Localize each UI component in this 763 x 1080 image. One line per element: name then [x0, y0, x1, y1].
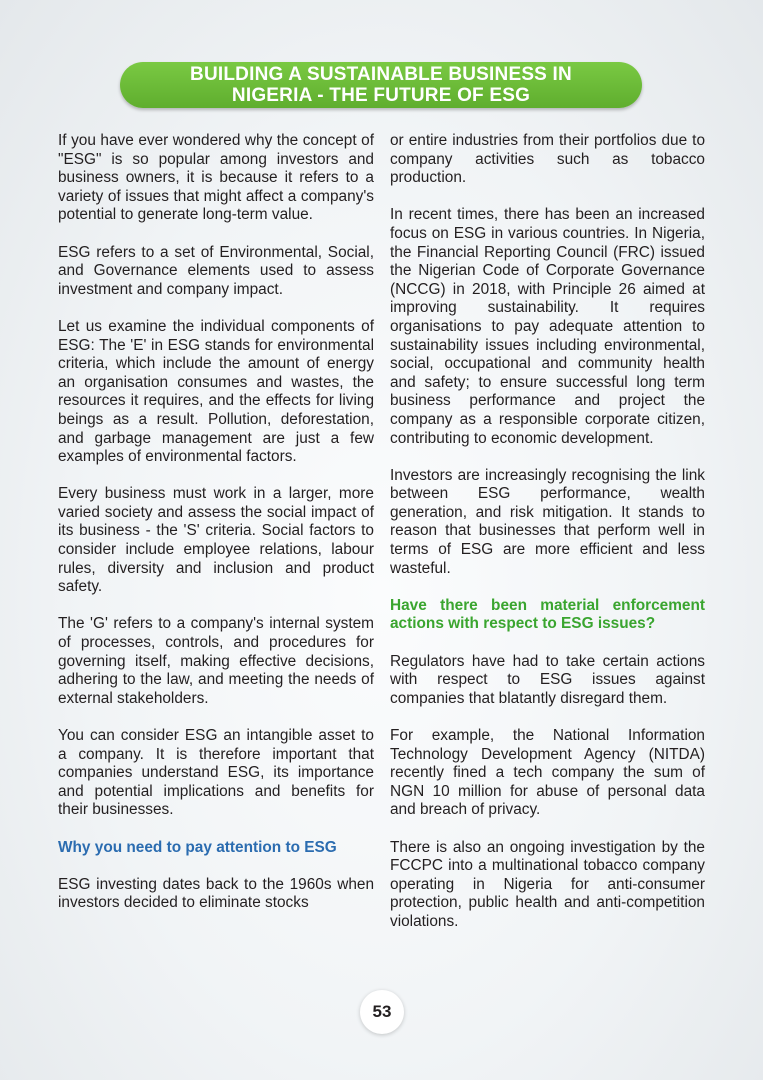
right-paragraph-6: There is also an ongoing investigation by the FCCPC into a multinational tobacco company operating in Nigeria for anti-consumer protection, public health and anti-competition violations.: [390, 838, 705, 930]
right-paragraph-1: or entire industries from their portfolios due to company activities such as tobacco production.: [390, 132, 705, 187]
right-section-heading: Have there been material enforcement actions with respect to ESG issues?: [390, 596, 705, 633]
left-paragraph-4: Every business must work in a larger, more varied society and assess the social impact of its business - the 'S' criteria. Social factors to consider include employee relations, labour rules, diversity and inclusion and product safety.: [58, 485, 374, 596]
left-paragraph-5: The 'G' refers to a company's internal system of processes, controls, and procedures for governing itself, making effective decisions, adhering to the law, and meeting the needs of external stakeholders.: [58, 615, 374, 707]
left-paragraph-6: You can consider ESG an intangible asset to a company. It is therefore important that companies understand ESG, its importance and potential implications and benefits for their businesses.: [58, 727, 374, 819]
right-column: [390, 132, 705, 950]
right-paragraph-2: In recent times, there has been an increased focus on ESG in various countries. In Nigeria, the Financial Reporting Council (FRC) issued the Nigerian Code of Corporate Governance (NCCG) in 2018, with Principle 26 aimed at improving sustainability. It requires organisations to pay adequate attention to sustainability issues including environmental, social, occupational and community health and safety; to ensure successful long term business performance and project the company as a responsible corporate citizen, contributing to economic development.: [390, 206, 705, 447]
left-column: [58, 132, 374, 932]
right-paragraph-3: Investors are increasingly recognising the link between ESG performance, wealth generation, and risk mitigation. It stands to reason that businesses that perform well in terms of ESG are more efficient and less wasteful.: [390, 466, 705, 577]
title-line-2: NIGERIA - THE FUTURE OF ESG: [231, 85, 531, 106]
left-paragraph-2: ESG refers to a set of Environmental, Social, and Governance elements used to assess investment and company impact.: [58, 243, 374, 298]
left-paragraph-1: If you have ever wondered why the concept of "ESG" is so popular among investors and business owners, it is because it refers to a variety of issues that might affect a company's potential to generate long-term value.: [58, 132, 374, 224]
right-paragraph-4: Regulators have had to take certain actions with respect to ESG issues against companies that blatantly disregard them.: [390, 652, 705, 707]
page-number: 53: [360, 990, 404, 1034]
left-paragraph-7: ESG investing dates back to the 1960s when investors decided to eliminate stocks: [58, 875, 374, 912]
left-paragraph-3: Let us examine the individual components of ESG: The 'E' in ESG stands for environmental criteria, which include the amount of energy an organisation consumes and wastes, the resources it requires, and the effects for living beings as a result. Pollution, deforestation, and garbage management are just a few examples of environmental factors.: [58, 317, 374, 466]
title-banner: [120, 62, 642, 108]
title-line-1: BUILDING A SUSTAINABLE BUSINESS IN: [190, 64, 572, 85]
right-paragraph-5: For example, the National Information Technology Development Agency (NITDA) recently fined a tech company the sum of NGN 10 million for abuse of personal data and breach of privacy.: [390, 727, 705, 819]
left-section-heading: Why you need to pay attention to ESG: [58, 838, 337, 856]
